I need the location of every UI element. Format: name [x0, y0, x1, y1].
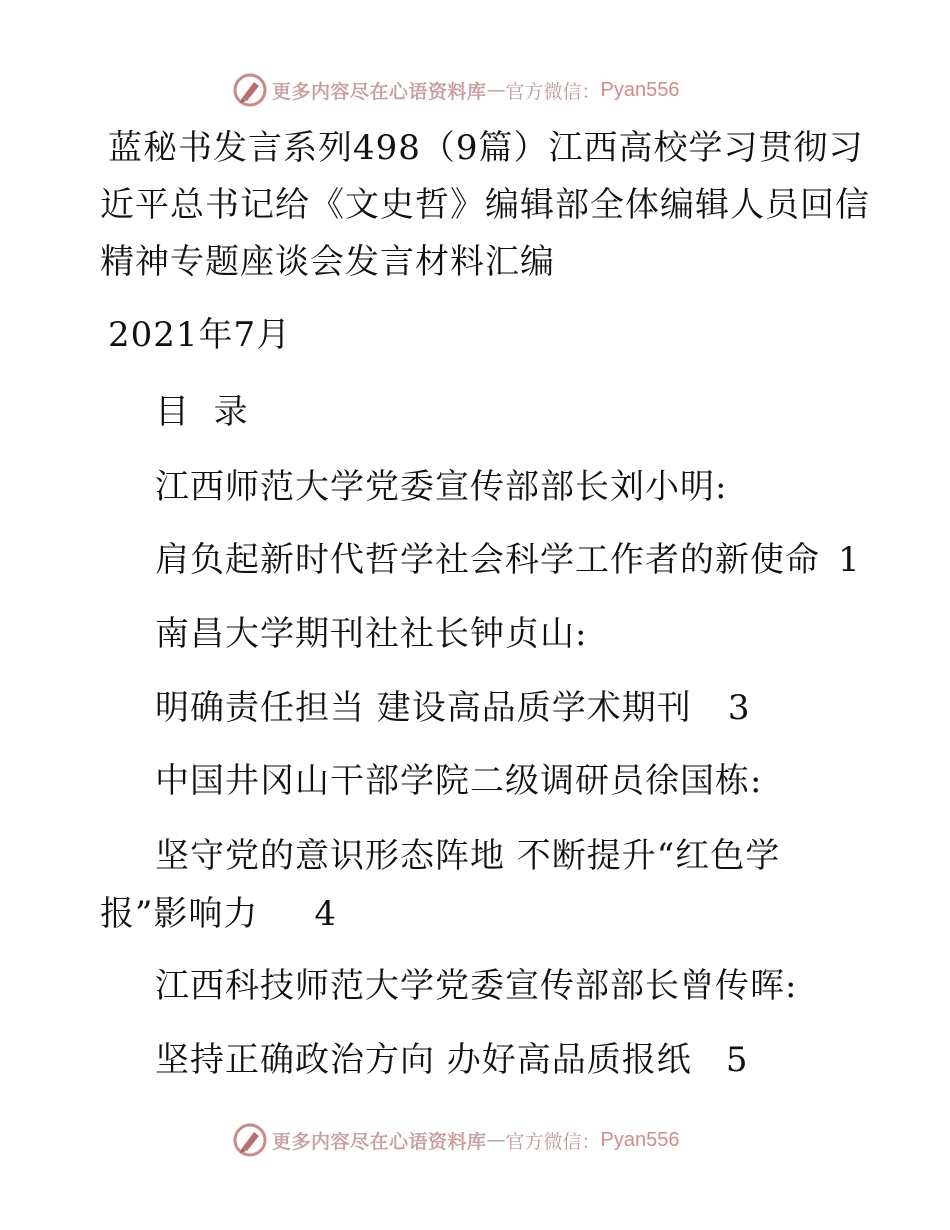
banner-separator: — — [486, 79, 506, 101]
toc-entry-3-page: 4 — [314, 894, 338, 934]
toc-entry-4-title: 坚持正确政治方向 办好高品质报纸 — [155, 1040, 692, 1080]
banner-wechat-id: Pyan556 — [600, 78, 680, 101]
doc-date: 2021年7月 — [108, 315, 292, 355]
toc-entry-1-title: 肩负起新时代哲学社会科学工作者的新使命 — [155, 540, 820, 580]
toc-entry-2-title: 明确责任担当 建设高品质学术期刊 — [155, 688, 692, 728]
toc-entry-2 — [155, 688, 750, 728]
doc-title-line-2: 近平总书记给《文史哲》编辑部全体编辑人员回信 — [100, 185, 870, 225]
toc-entry-1-author: 江西师范大学党委宣传部部长刘小明: — [155, 467, 728, 507]
pen-nib-icon — [232, 72, 268, 108]
banner-main-text: 更多内容尽在心语资料库 — [272, 1130, 487, 1153]
pen-nib-icon — [232, 1122, 268, 1158]
toc-entry-3-title-line-2: 报”影响力 — [100, 894, 259, 934]
toc-entry-1 — [155, 540, 861, 580]
banner-separator: — — [486, 1129, 506, 1151]
toc-entry-4-page: 5 — [725, 1040, 749, 1080]
toc-entry-3-title-line-1: 坚守党的意识形态阵地 不断提升“红色学 — [155, 836, 781, 876]
toc-entry-1-page: 1 — [838, 540, 861, 580]
banner-wechat-label: 官方微信： — [505, 80, 601, 103]
toc-entry-3-author: 中国井冈山干部学院二级调研员徐国栋: — [155, 761, 763, 801]
toc-entry-2-page: 3 — [727, 688, 751, 728]
toc-entry-4-author: 江西科技师范大学党委宣传部部长曾传晖: — [155, 966, 798, 1006]
doc-title-line-1: 蓝秘书发言系列498（9篇）江西高校学习贯彻习 — [108, 128, 864, 168]
header-banner — [232, 70, 680, 110]
toc-entry-2-author: 南昌大学期刊社社长钟贞山: — [155, 614, 588, 654]
doc-title-line-3: 精神专题座谈会发言材料汇编 — [100, 242, 555, 282]
banner-wechat-label: 官方微信： — [505, 1130, 601, 1153]
toc-entry-4 — [155, 1040, 748, 1080]
toc-entry-3 — [100, 894, 337, 934]
footer-banner — [232, 1120, 680, 1160]
banner-wechat-id: Pyan556 — [600, 1128, 680, 1151]
banner-main-text: 更多内容尽在心语资料库 — [272, 80, 487, 103]
toc-heading: 目 录 — [155, 392, 249, 432]
